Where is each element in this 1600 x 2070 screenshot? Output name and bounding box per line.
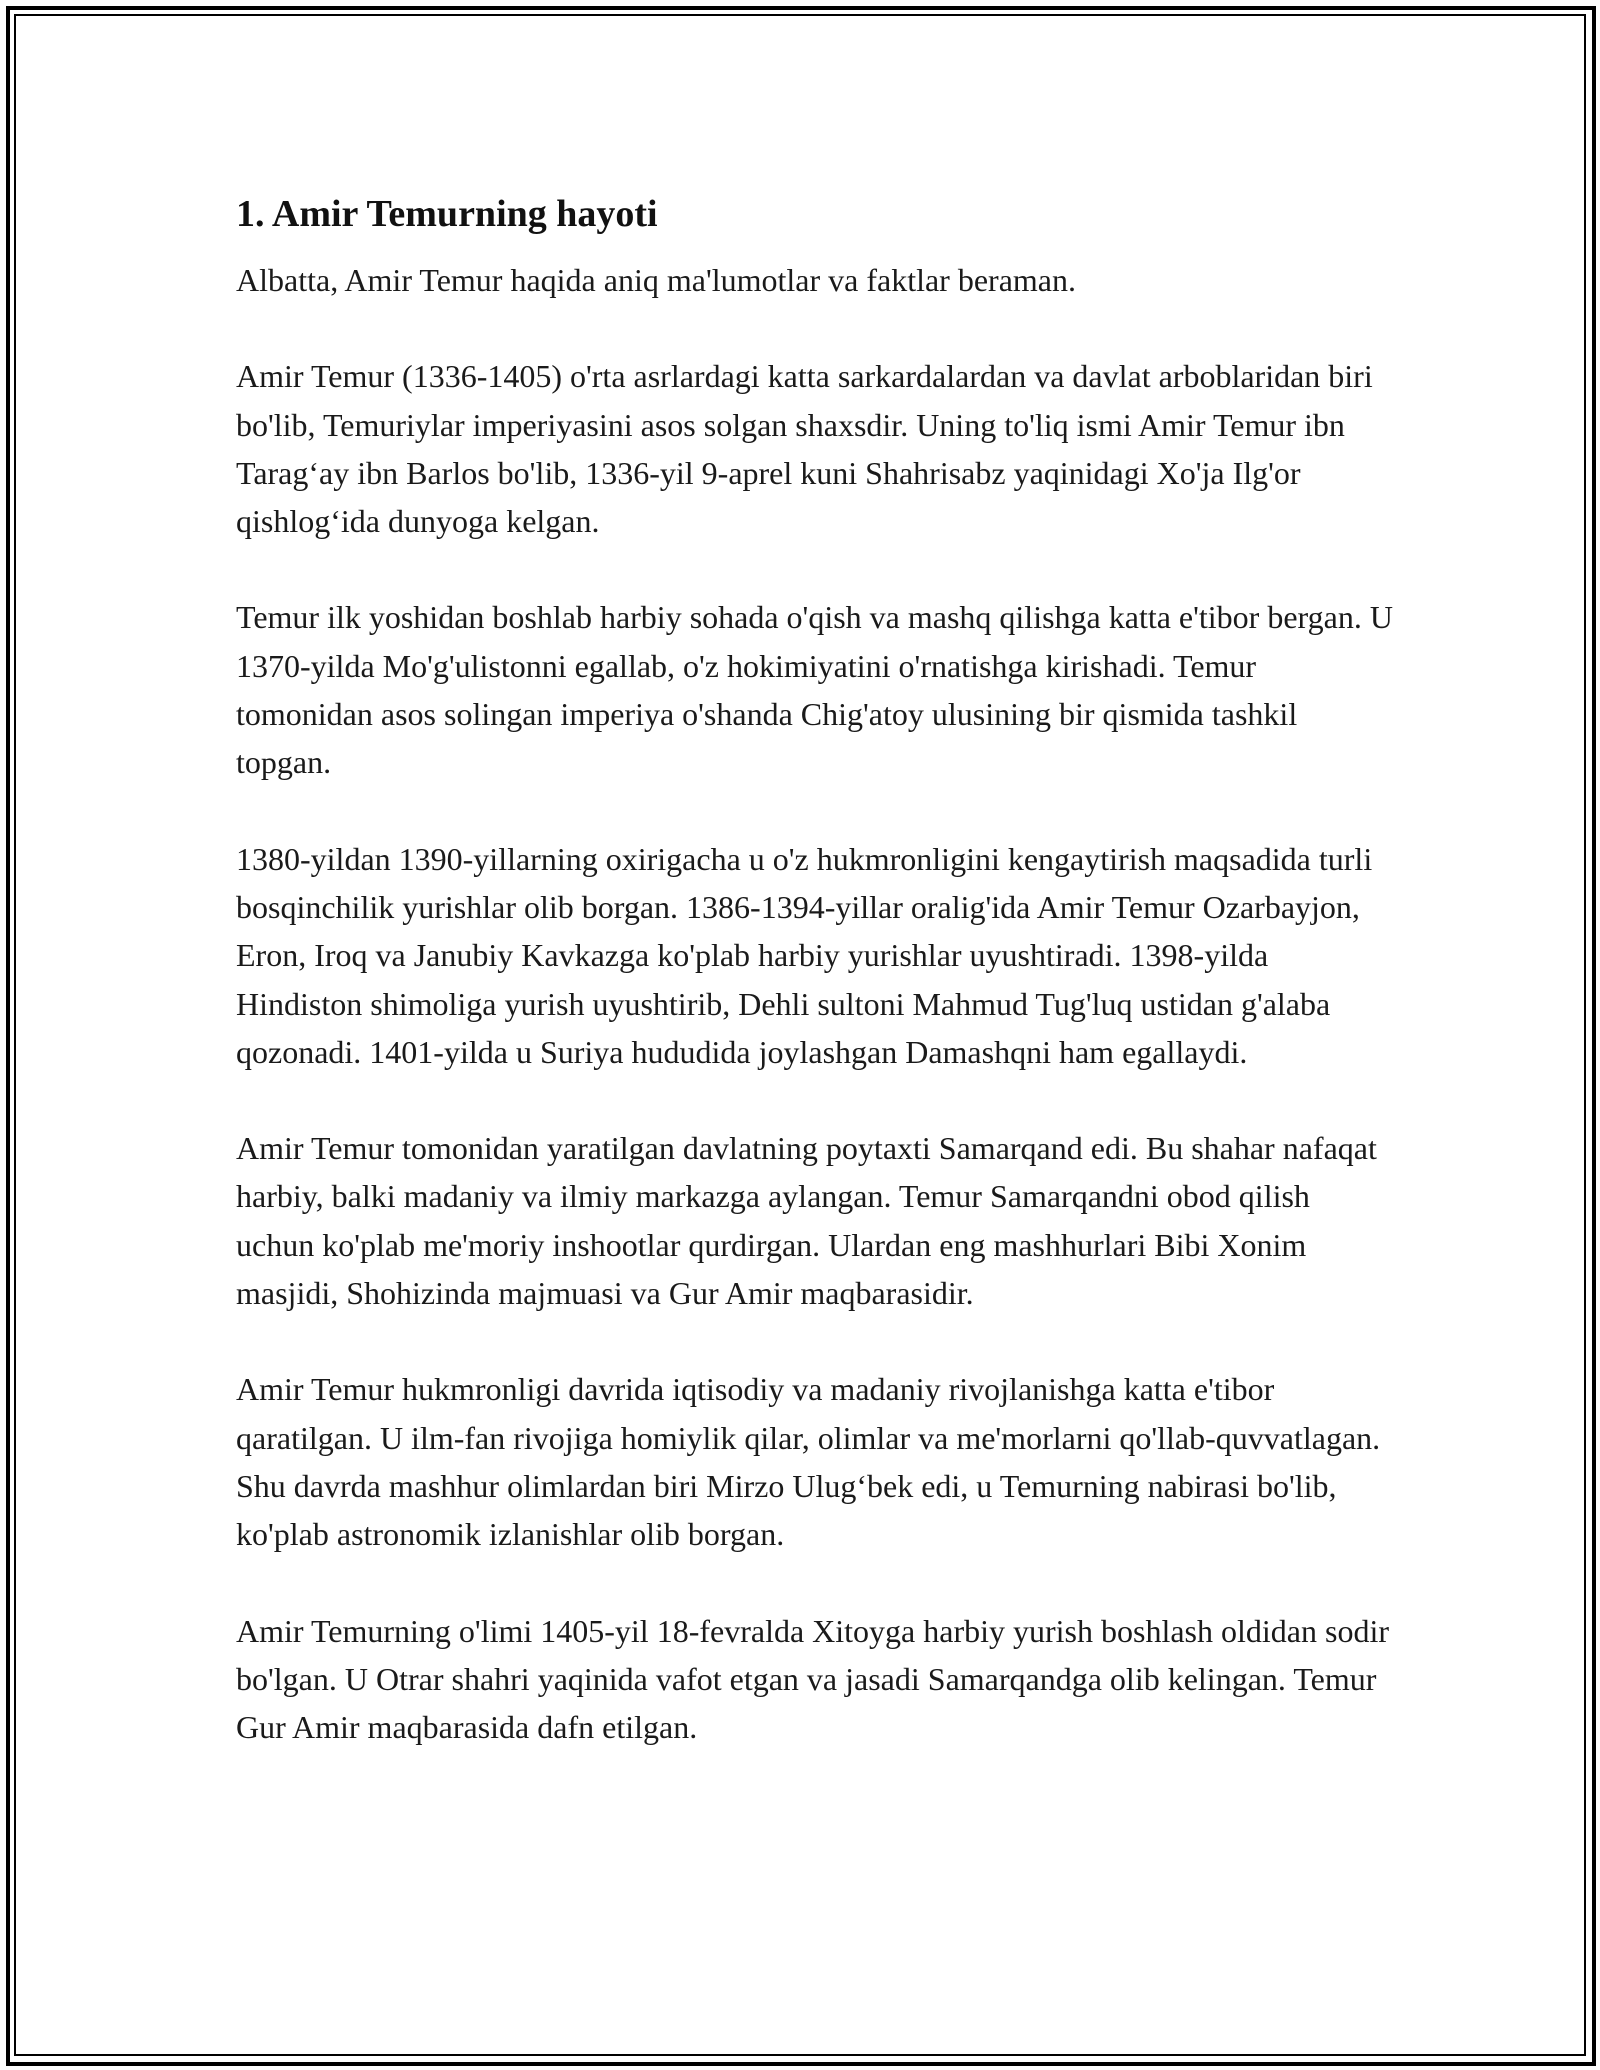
paragraph-campaigns: 1380-yildan 1390-yillarning oxirigacha u o'z hukmronligini kengaytirish maqsadida turli bosqinchilik yurishlar olib borgan. 1386-1394-yillar oralig'ida Amir Temur Ozarbayjon, Eron, Iroq va Janubiy Kavkazga ko'plab harbiy yurishlar uyushtiradi. 1398-yilda Hindiston shimoliga yurish uyushtirib, Dehli sultoni Mahmud Tug'luq ustidan g'alaba qozonadi. 1401-yilda u Suriya hududida joylashgan Damashqni ham egallaydi. [236, 840, 1373, 1070]
paragraph-culture: Amir Temur hukmronligi davrida iqtisodiy va madaniy rivojlanishga katta e'tibor qaratilgan. U ilm-fan rivojiga homiylik qilar, olimlar va me'morlarni qo'llab-quvvatlagan. Shu davrda mashhur olimlardan biri Mirzo Ulug‘bek edi, u Temurning nabirasi bo'lib, ko'plab astronomik izlanishlar olib borgan. [236, 1371, 1381, 1553]
paragraph-biography: Amir Temur (1336-1405) o'rta asrlardagi katta sarkardalardan va davlat arboblaridan biri bo'lib, Temuriylar imperiyasini asos solgan shaxsdir. Uning to'liq ismi Amir Temur ibn Tarag‘ay ibn Barlos bo'lib, 1336-yil 9-aprel kuni Shahrisabz yaqinidagi Xo'ja Ilg'or qishlog‘ida dunyoga kelgan. [236, 358, 1373, 540]
paragraph-death: Amir Temurning o'limi 1405-yil 18-fevralda Xitoyga harbiy yurish boshlash oldidan sodir bo'lgan. U Otrar shahri yaqinida vafot etgan va jasadi Samarqandga olib kelingan. Temur Gur Amir maqbarasida dafn etilgan. [236, 1612, 1389, 1746]
paragraph-samarkand: Amir Temur tomonidan yaratilgan davlatning poytaxti Samarqand edi. Bu shahar nafaqat harbiy, balki madaniy va ilmiy markazga aylangan. Temur Samarqandni obod qilish uchun ko'plab me'moriy inshootlar qurdirgan. Ulardan eng mashhurlari Bibi Xonim masjidi, Shohizinda majmuasi va Gur Amir maqbarasidir. [236, 1130, 1377, 1312]
paragraph-intro: Albatta, Amir Temur haqida aniq ma'lumotlar va faktlar beraman. [236, 262, 1076, 298]
document-body [236, 186, 1396, 1799]
paragraph-early-years: Temur ilk yoshidan boshlab harbiy sohada o'qish va mashq qilishga katta e'tibor bergan. U 1370-yilda Mo'g'ulistonni egallab, o'z hokimiyatini o'rnatishga kirishadi. Temur tomonidan asos solingan imperiya o'shanda Chig'atoy ulusining bir qismida tashkil topgan. [236, 599, 1393, 781]
section-heading: 1. Amir Temurning hayoti [236, 193, 658, 235]
